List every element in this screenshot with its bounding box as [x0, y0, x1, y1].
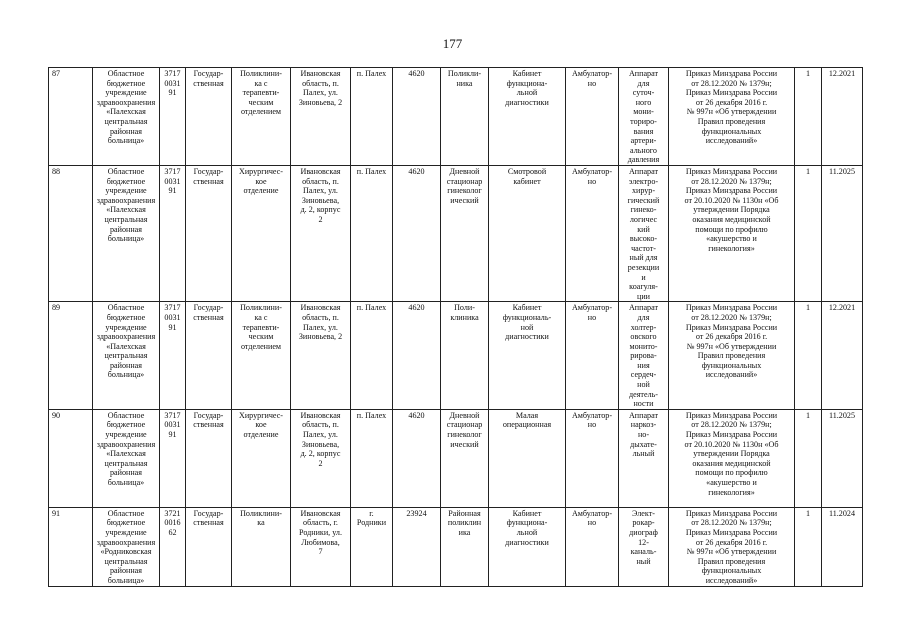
code-cell: 3717 0031 91 [160, 68, 186, 166]
device-cell: Аппарат наркоз- но- дыхате- льный [619, 409, 669, 507]
condition-cell: Амбулатор- но [566, 68, 619, 166]
table-row [49, 507, 863, 586]
division-cell: Поликлини- ка с терапевти- ческим отделением [232, 302, 291, 410]
division-cell: Хирургичес- кое отделение [232, 409, 291, 507]
quantity-cell: 1 [795, 409, 822, 507]
division-cell: Поликлини- ка [232, 507, 291, 586]
table-row [49, 166, 863, 302]
organization-cell: Областное бюджетное учреждение здравоохранения «Родниковская центральная районная больница» [93, 507, 160, 586]
code-cell: 3717 0031 91 [160, 302, 186, 410]
locality-cell: п. Палех [351, 68, 393, 166]
address-cell: Ивановская область, п. Палех, ул. Зиновьева, д. 2, корпус 2 [291, 166, 351, 302]
address-cell: Ивановская область, п. Палех, ул. Зиновьева, 2 [291, 68, 351, 166]
table-row [49, 68, 863, 166]
device-cell: Аппарат электро- хирур- гический гинеко- логичес кий высоко- частот- ный для резекции и коагуля- ции [619, 166, 669, 302]
row-number: 87 [49, 68, 93, 166]
row-number: 89 [49, 302, 93, 410]
device-cell: Элект- рокар- диограф 12- каналь- ный [619, 507, 669, 586]
row-number: 90 [49, 409, 93, 507]
code-cell: 3721 0016 62 [160, 507, 186, 586]
page-number: 177 [442, 36, 463, 51]
equipment-register-table [48, 67, 863, 587]
order-cell: Приказ Минздрава России от 28.12.2020 № 1379н; Приказ Минздрава России от 26 декабря 2016 г. № 997н «Об утверждении Правил проведения функциональных исследований» [669, 507, 795, 586]
locality-cell: п. Палех [351, 302, 393, 410]
locality-cell: п. Палех [351, 166, 393, 302]
oktmo-cell: 4620 [393, 166, 441, 302]
date-cell: 11.2024 [822, 507, 863, 586]
room-cell: Смотровой кабинет [489, 166, 566, 302]
unit-cell: Поликли- ника [441, 68, 489, 166]
quantity-cell: 1 [795, 302, 822, 410]
date-cell: 11.2025 [822, 166, 863, 302]
address-cell: Ивановская область, п. Палех, ул. Зиновьева, 2 [291, 302, 351, 410]
condition-cell: Амбулатор- но [566, 409, 619, 507]
ownership-cell: Государ- ственная [186, 166, 232, 302]
locality-cell: п. Палех [351, 409, 393, 507]
address-cell: Ивановская область, п. Палех, ул. Зиновьева, д. 2, корпус 2 [291, 409, 351, 507]
code-cell: 3717 0031 91 [160, 409, 186, 507]
room-cell: Малая операционная [489, 409, 566, 507]
organization-cell: Областное бюджетное учреждение здравоохранения «Палехская центральная районная больница» [93, 302, 160, 410]
quantity-cell: 1 [795, 166, 822, 302]
locality-cell: г. Родники [351, 507, 393, 586]
room-cell: Кабинет функциона- льной диагностики [489, 507, 566, 586]
device-cell: Аппарат для холтер- овского монито- рирова- ния сердеч- ной деятель- ности [619, 302, 669, 410]
ownership-cell: Государ- ственная [186, 302, 232, 410]
division-cell: Хирургичес- кое отделение [232, 166, 291, 302]
unit-cell: Районная поликлин ика [441, 507, 489, 586]
unit-cell: Дневной стационар гинеколог ический [441, 409, 489, 507]
oktmo-cell: 4620 [393, 302, 441, 410]
order-cell: Приказ Минздрава России от 28.12.2020 № 1379н; Приказ Минздрава России от 26 декабря 2016 г. № 997н «Об утверждении Правил проведения функциональных исследований» [669, 68, 795, 166]
order-cell: Приказ Минздрава России от 28.12.2020 № 1379н; Приказ Минздрава России от 20.10.2020 № 1130н «Об утверждении Порядка оказания медицинской помощи по профилю «акушерство и гинекология» [669, 166, 795, 302]
address-cell: Ивановская область, г. Родники, ул. Любимова, 7 [291, 507, 351, 586]
table-row [49, 409, 863, 507]
oktmo-cell: 4620 [393, 409, 441, 507]
room-cell: Кабинет функциона- льной диагностики [489, 68, 566, 166]
room-cell: Кабинет функциональ- ной диагностики [489, 302, 566, 410]
oktmo-cell: 4620 [393, 68, 441, 166]
table-row [49, 302, 863, 410]
date-cell: 12.2021 [822, 302, 863, 410]
condition-cell: Амбулатор- но [566, 302, 619, 410]
organization-cell: Областное бюджетное учреждение здравоохранения «Палехская центральная районная больница» [93, 409, 160, 507]
quantity-cell: 1 [795, 68, 822, 166]
order-cell: Приказ Минздрава России от 28.12.2020 № 1379н; Приказ Минздрава России от 26 декабря 2016 г. № 997н «Об утверждении Правил проведения функциональных исследований» [669, 302, 795, 410]
ownership-cell: Государ- ственная [186, 409, 232, 507]
row-number: 91 [49, 507, 93, 586]
device-cell: Аппарат для суточ- ного мони- ториро- вания артери- ального давления [619, 68, 669, 166]
condition-cell: Амбулатор- но [566, 166, 619, 302]
quantity-cell: 1 [795, 507, 822, 586]
division-cell: Поликлини- ка с терапевти- ческим отделением [232, 68, 291, 166]
oktmo-cell: 23924 [393, 507, 441, 586]
condition-cell: Амбулатор- но [566, 507, 619, 586]
ownership-cell: Государ- ственная [186, 68, 232, 166]
unit-cell: Дневной стационар гинеколог ический [441, 166, 489, 302]
organization-cell: Областное бюджетное учреждение здравоохранения «Палехская центральная районная больница» [93, 68, 160, 166]
order-cell: Приказ Минздрава России от 28.12.2020 № 1379н; Приказ Минздрава России от 20.10.2020 № 1130н «Об утверждении Порядка оказания медицинской помощи по профилю «акушерство и гинекология» [669, 409, 795, 507]
date-cell: 11.2025 [822, 409, 863, 507]
ownership-cell: Государ- ственная [186, 507, 232, 586]
row-number: 88 [49, 166, 93, 302]
organization-cell: Областное бюджетное учреждение здравоохранения «Палехская центральная районная больница» [93, 166, 160, 302]
code-cell: 3717 0031 91 [160, 166, 186, 302]
unit-cell: Поли- клиника [441, 302, 489, 410]
date-cell: 12.2021 [822, 68, 863, 166]
